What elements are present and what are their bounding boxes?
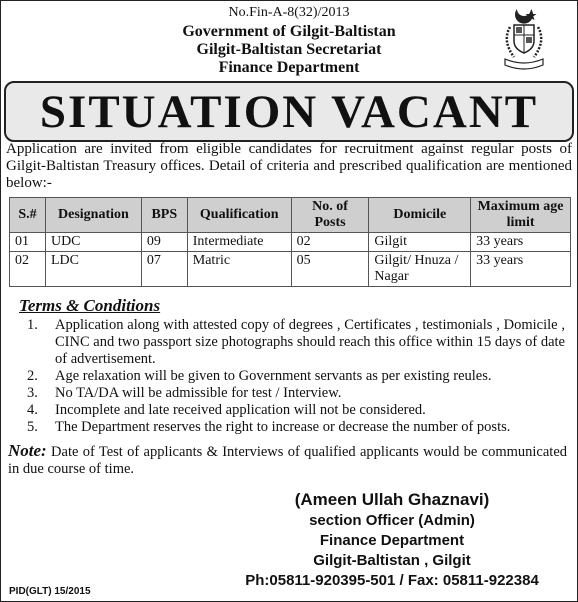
list-item bbox=[27, 419, 565, 436]
column-header: BPS bbox=[141, 198, 187, 233]
column-header: Domicile bbox=[369, 198, 471, 233]
table-cell: 05 bbox=[291, 252, 369, 287]
table-cell: 02 bbox=[10, 252, 46, 287]
state-emblem-icon bbox=[495, 5, 553, 71]
page-title: SITUATION VACANT bbox=[39, 85, 539, 138]
table-cell: LDC bbox=[45, 252, 141, 287]
table-cell: 01 bbox=[10, 233, 46, 252]
terms-heading: Terms & Conditions bbox=[19, 296, 161, 315]
column-header: Designation bbox=[45, 198, 141, 233]
table-cell: UDC bbox=[45, 233, 141, 252]
header bbox=[1, 1, 577, 79]
contact-numbers: Ph:05811-920395-501 / Fax: 05811-922384 bbox=[245, 572, 539, 589]
table-cell: 07 bbox=[141, 252, 187, 287]
intro-paragraph: Application are invited from eligible candidates for recruitment against regular posts of Gilgit-Baltistan Treasury offices. Detail of criteria and prescribed qualification are mentioned below:- bbox=[6, 141, 572, 191]
pid-number: PID(GLT) 15/2015 bbox=[9, 586, 91, 597]
signatory-department: Finance Department bbox=[319, 532, 465, 549]
posts-table bbox=[9, 197, 571, 287]
department-name: Finance Department bbox=[218, 59, 360, 76]
column-header: Qualification bbox=[187, 198, 291, 233]
list-number: 1. bbox=[27, 317, 38, 333]
signatory-designation: section Officer (Admin) bbox=[309, 512, 475, 529]
page-title-banner bbox=[4, 81, 574, 142]
note-paragraph bbox=[8, 442, 567, 478]
list-number: 2. bbox=[27, 368, 38, 384]
list-item bbox=[27, 317, 565, 368]
terms-list bbox=[27, 317, 565, 436]
table-cell: Gilgit/ Hnuza / Nagar bbox=[369, 252, 471, 287]
signatory-location: Gilgit-Baltistan , Gilgit bbox=[313, 552, 471, 569]
table-row bbox=[10, 233, 571, 252]
secretariat-name: Gilgit-Baltistan Secretariat bbox=[196, 41, 382, 58]
table-cell: 33 years bbox=[471, 252, 571, 287]
table-cell: Matric bbox=[187, 252, 291, 287]
government-name: Government of Gilgit-Baltistan bbox=[182, 23, 396, 40]
table-cell: Intermediate bbox=[187, 233, 291, 252]
list-number: 3. bbox=[27, 385, 38, 401]
table-row bbox=[10, 252, 571, 287]
list-text: Age relaxation will be given to Government servants as per existing reules. bbox=[55, 368, 492, 384]
list-text: The Department reserves the right to increase or decrease the number of posts. bbox=[55, 419, 511, 435]
table-cell: 09 bbox=[141, 233, 187, 252]
table-header-row bbox=[10, 198, 571, 233]
list-number: 4. bbox=[27, 402, 38, 418]
list-item bbox=[27, 368, 565, 385]
list-item bbox=[27, 385, 565, 402]
reference-number: No.Fin-A-8(32)/2013 bbox=[228, 5, 350, 20]
list-text: Application along with attested copy of degrees , Certificates , testimonials , Domicile , CINC and two passport size photographs should reach this office within 15 days of date of advertisement. bbox=[55, 317, 565, 367]
signatory-name: (Ameen Ullah Ghaznavi) bbox=[294, 490, 490, 509]
column-header: Maximum age limit bbox=[471, 198, 571, 233]
column-header: No. of Posts bbox=[291, 198, 369, 233]
list-text: Incomplete and late received application will not be considered. bbox=[55, 402, 426, 418]
column-header: S.# bbox=[10, 198, 46, 233]
note-label: Note: bbox=[8, 441, 47, 460]
table-cell: Gilgit bbox=[369, 233, 471, 252]
list-item bbox=[27, 402, 565, 419]
note-text: Date of Test of applicants & Interviews of qualified applicants would be communicated in due course of time. bbox=[8, 444, 568, 477]
signature-block bbox=[211, 489, 573, 591]
table-cell: 02 bbox=[291, 233, 369, 252]
list-number: 5. bbox=[27, 419, 38, 435]
list-text: No TA/DA will be admissible for test / Interview. bbox=[55, 385, 342, 401]
table-cell: 33 years bbox=[471, 233, 571, 252]
